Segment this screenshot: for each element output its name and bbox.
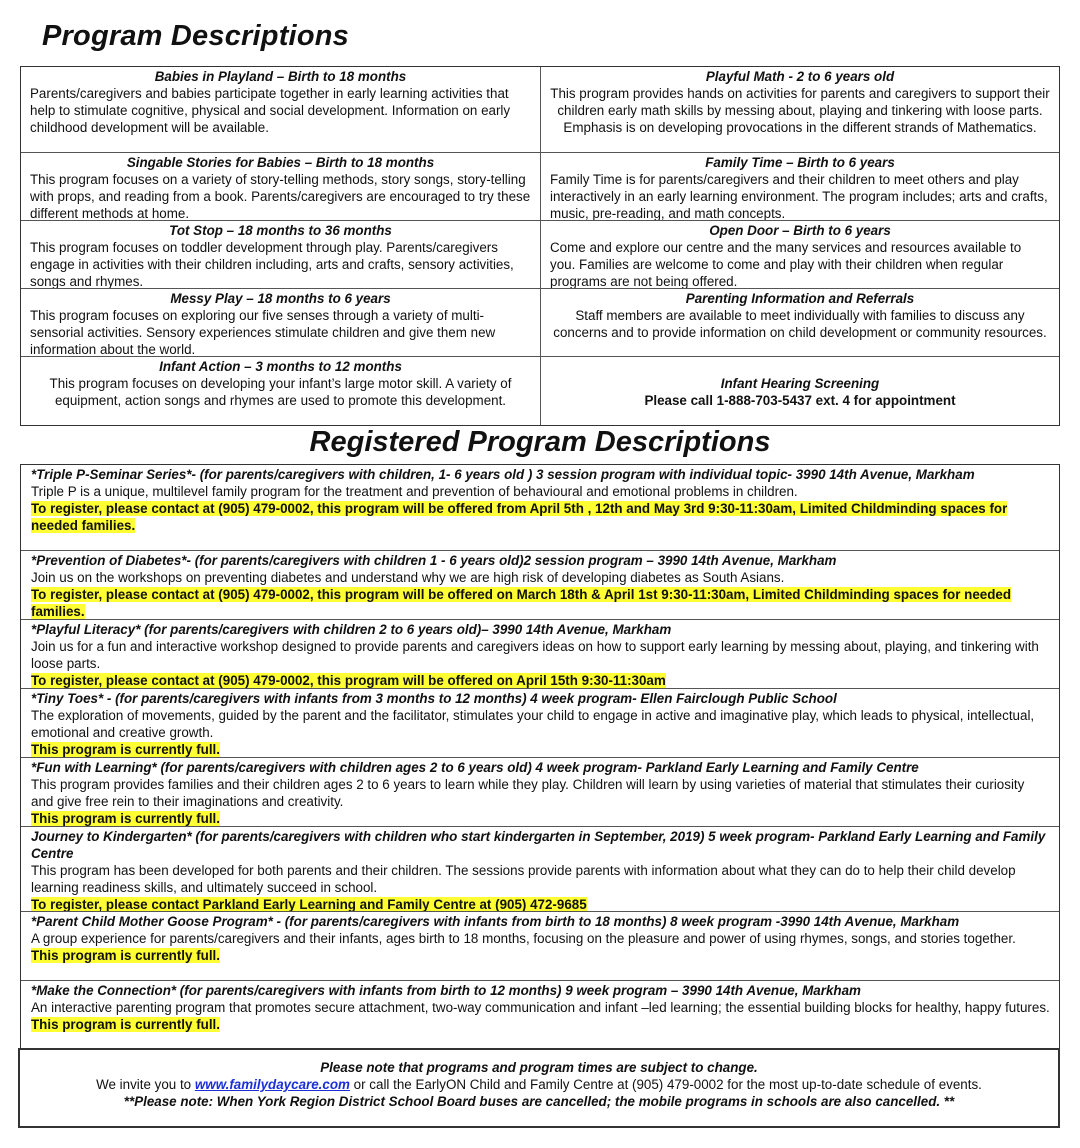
registered-program-desc: Join us for a fun and interactive workshop designed to provide parents and caregivers ideas on how to support early learning by messing about, playing, and tinkering with loose parts.: [31, 639, 1039, 671]
registered-title: Registered Program Descriptions: [309, 426, 771, 458]
registered-program-status: To register, please contact at (905) 479-0002, this program will be offered on March 18th & April 1st 9:30-11:30am, Limited Childminding spaces for needed families.: [31, 587, 1012, 619]
registered-program-title: *Fun with Learning* (for parents/caregivers with children ages 2 to 6 years old) 4 week program- Parkland Early Learning and Family Centre: [31, 760, 919, 775]
registered-program: [21, 758, 1059, 827]
program-desc: Parents/caregivers and babies participate together in early learning activities that help to stimulate cognitive, physical and social development. Information on early childhood development will be available.: [30, 86, 511, 135]
program-title: Open Door – Birth to 6 years: [709, 223, 891, 238]
registered-program-title: Journey to Kindergarten* (for parents/caregivers with children who start kindergarten in September, 2019) 5 week program- Parkland Early Learning and Family Centre: [31, 829, 1046, 861]
footer-line-3: **Please note: When York Region District School Board buses are cancelled; the mobile programs in schools are also cancelled. **: [123, 1094, 955, 1109]
footer-invite-text: We invite you to: [96, 1077, 192, 1092]
registered-program-status: This program is currently full.: [31, 811, 220, 826]
program-cell: [21, 153, 541, 221]
footer-line-2: [20, 1076, 1058, 1093]
registered-program-status: This program is currently full.: [31, 1017, 220, 1032]
program-desc: This program focuses on developing your infant’s large motor skill. A variety of equipment, action songs and rhymes are used to promote this development.: [49, 376, 512, 408]
program-desc: Staff members are available to meet individually with families to discuss any concerns and to provide information on child development or community resources.: [553, 308, 1047, 340]
registered-program-status: This program is currently full.: [31, 742, 220, 757]
registered-program: [21, 465, 1059, 551]
registered-program-status: To register, please contact Parkland Early Learning and Family Centre at (905) 472-9685: [31, 897, 587, 912]
registered-program-status: This program is currently full.: [31, 948, 220, 963]
page-title: Program Descriptions: [42, 20, 349, 52]
registered-program: [21, 551, 1059, 620]
registered-program: [21, 620, 1059, 689]
program-grid: [20, 66, 1060, 426]
program-desc: Come and explore our centre and the many services and resources available to you. Families are welcome to come and play with their children when regular programs are not being offered.: [550, 240, 1022, 289]
program-desc: This program focuses on a variety of story-telling methods, story songs, story-telling with props, and reading from a book. Parents/caregivers are encouraged to try these different methods at home.: [30, 172, 531, 221]
program-desc: This program focuses on toddler development through play. Parents/caregivers engage in activities with their children including, arts and crafts, sensory activities, songs and rhymes.: [30, 240, 514, 289]
program-title: Parenting Information and Referrals: [685, 291, 915, 306]
registered-program: [21, 981, 1059, 1048]
program-desc: Please call 1-888-703-5437 ext. 4 for appointment: [644, 392, 956, 408]
registered-program-desc: This program provides families and their children ages 2 to 6 years to learn while they play. Children will learn by using varieties of material that stimulates their curiosity and give free rein to their imaginations and creativity.: [31, 777, 1025, 809]
registered-program-title: *Parent Child Mother Goose Program* - (for parents/caregivers with infants from birth to 18 months) 8 week program -3990 14th Avenue, Markham: [31, 914, 960, 929]
registered-program: [21, 689, 1059, 758]
program-desc: Family Time is for parents/caregivers and their children to meet others and play interactively in an early learning environment. The program includes; arts and crafts, music, pre-reading, and math concepts.: [550, 172, 1048, 221]
registered-program-desc: This program has been developed for both parents and their children. The sessions provide parents with information about what they can do to help their child develop learning readiness skills, and ultimately succeed in school.: [31, 863, 1016, 895]
registered-program-desc: An interactive parenting program that promotes secure attachment, two-way communication and infant –led learning; the essential building blocks for healthy, happy futures.: [31, 1000, 1050, 1015]
program-desc: This program provides hands on activities for parents and caregivers to support their children early math skills by messing about, playing and tinkering with loose parts. Emphasis is on developing provocations in the different strands of Mathematics.: [550, 86, 1050, 135]
registered-program-desc: Join us on the workshops on preventing diabetes and understand why we are high risk of developing diabetes as South Asians.: [31, 570, 785, 585]
registered-program: [21, 912, 1059, 981]
footer-call-text: or call the EarlyON Child and Family Centre at (905) 479-0002 for the most up-to-date schedule of events.: [353, 1077, 982, 1092]
registered-program-desc: A group experience for parents/caregivers and their infants, ages birth to 18 months, focusing on the pleasure and power of using rhymes, songs, and stories together.: [31, 931, 1016, 946]
registered-program-title: *Tiny Toes* - (for parents/caregivers with infants from 3 months to 12 months) 4 week program- Ellen Fairclough Public School: [31, 691, 837, 706]
registered-programs: [20, 464, 1060, 1049]
registered-program-desc: The exploration of movements, guided by the parent and the facilitator, stimulates your child to engage in active and imaginative play, which leads to physical, intellectual, emotional and creative growth.: [31, 708, 1035, 740]
program-cell: [541, 153, 1059, 221]
registered-program-title: *Playful Literacy* (for parents/caregivers with children 2 to 6 years old)– 3990 14th Avenue, Markham: [31, 622, 672, 637]
program-title: Family Time – Birth to 6 years: [705, 155, 895, 170]
program-cell: [21, 289, 541, 357]
program-title: Playful Math - 2 to 6 years old: [705, 69, 895, 84]
registered-program-status: To register, please contact at (905) 479-0002, this program will be offered from April 5th , 12th and May 3rd 9:30-11:30am, Limited Childminding spaces for needed families.: [31, 501, 1008, 533]
program-cell: [541, 67, 1059, 153]
program-title: Tot Stop – 18 months to 36 months: [169, 223, 392, 238]
registered-program-status: To register, please contact at (905) 479-0002, this program will be offered on April 15th 9:30-11:30am: [31, 673, 666, 688]
program-cell: [541, 289, 1059, 357]
footer-line-1: Please note that programs and program times are subject to change.: [320, 1060, 758, 1075]
familydaycare-link[interactable]: www.familydaycare.com: [194, 1077, 350, 1092]
program-title: Infant Hearing Screening: [720, 375, 880, 391]
registered-program-title: *Make the Connection* (for parents/caregivers with infants from birth to 12 months) 9 week program – 3990 14th Avenue, Markham: [31, 983, 861, 998]
registered-program-title: *Triple P-Seminar Series*- (for parents/caregivers with children, 1- 6 years old ) 3 session program with individual topic- 3990 14th Avenue, Markham: [31, 467, 975, 482]
program-cell: [21, 67, 541, 153]
program-title: Infant Action – 3 months to 12 months: [159, 359, 402, 374]
footer-note: [18, 1048, 1060, 1128]
program-title: Singable Stories for Babies – Birth to 18 months: [126, 155, 435, 170]
registered-program-desc: Triple P is a unique, multilevel family program for the treatment and prevention of behavioural and emotional problems in children.: [31, 484, 798, 499]
program-cell: [541, 357, 1059, 425]
program-desc: This program focuses on exploring our five senses through a variety of multi-sensorial activities. Sensory experiences stimulate children and give them new information about the world.: [30, 308, 496, 357]
program-title: Babies in Playland – Birth to 18 months: [154, 69, 407, 84]
program-cell: [21, 357, 541, 425]
program-cell: [541, 221, 1059, 289]
registered-program-title: *Prevention of Diabetes*- (for parents/caregivers with children 1 - 6 years old)2 session program – 3990 14th Avenue, Markham: [31, 553, 837, 568]
program-cell: [21, 221, 541, 289]
registered-program: [21, 827, 1059, 912]
program-title: Messy Play – 18 months to 6 years: [170, 291, 391, 306]
